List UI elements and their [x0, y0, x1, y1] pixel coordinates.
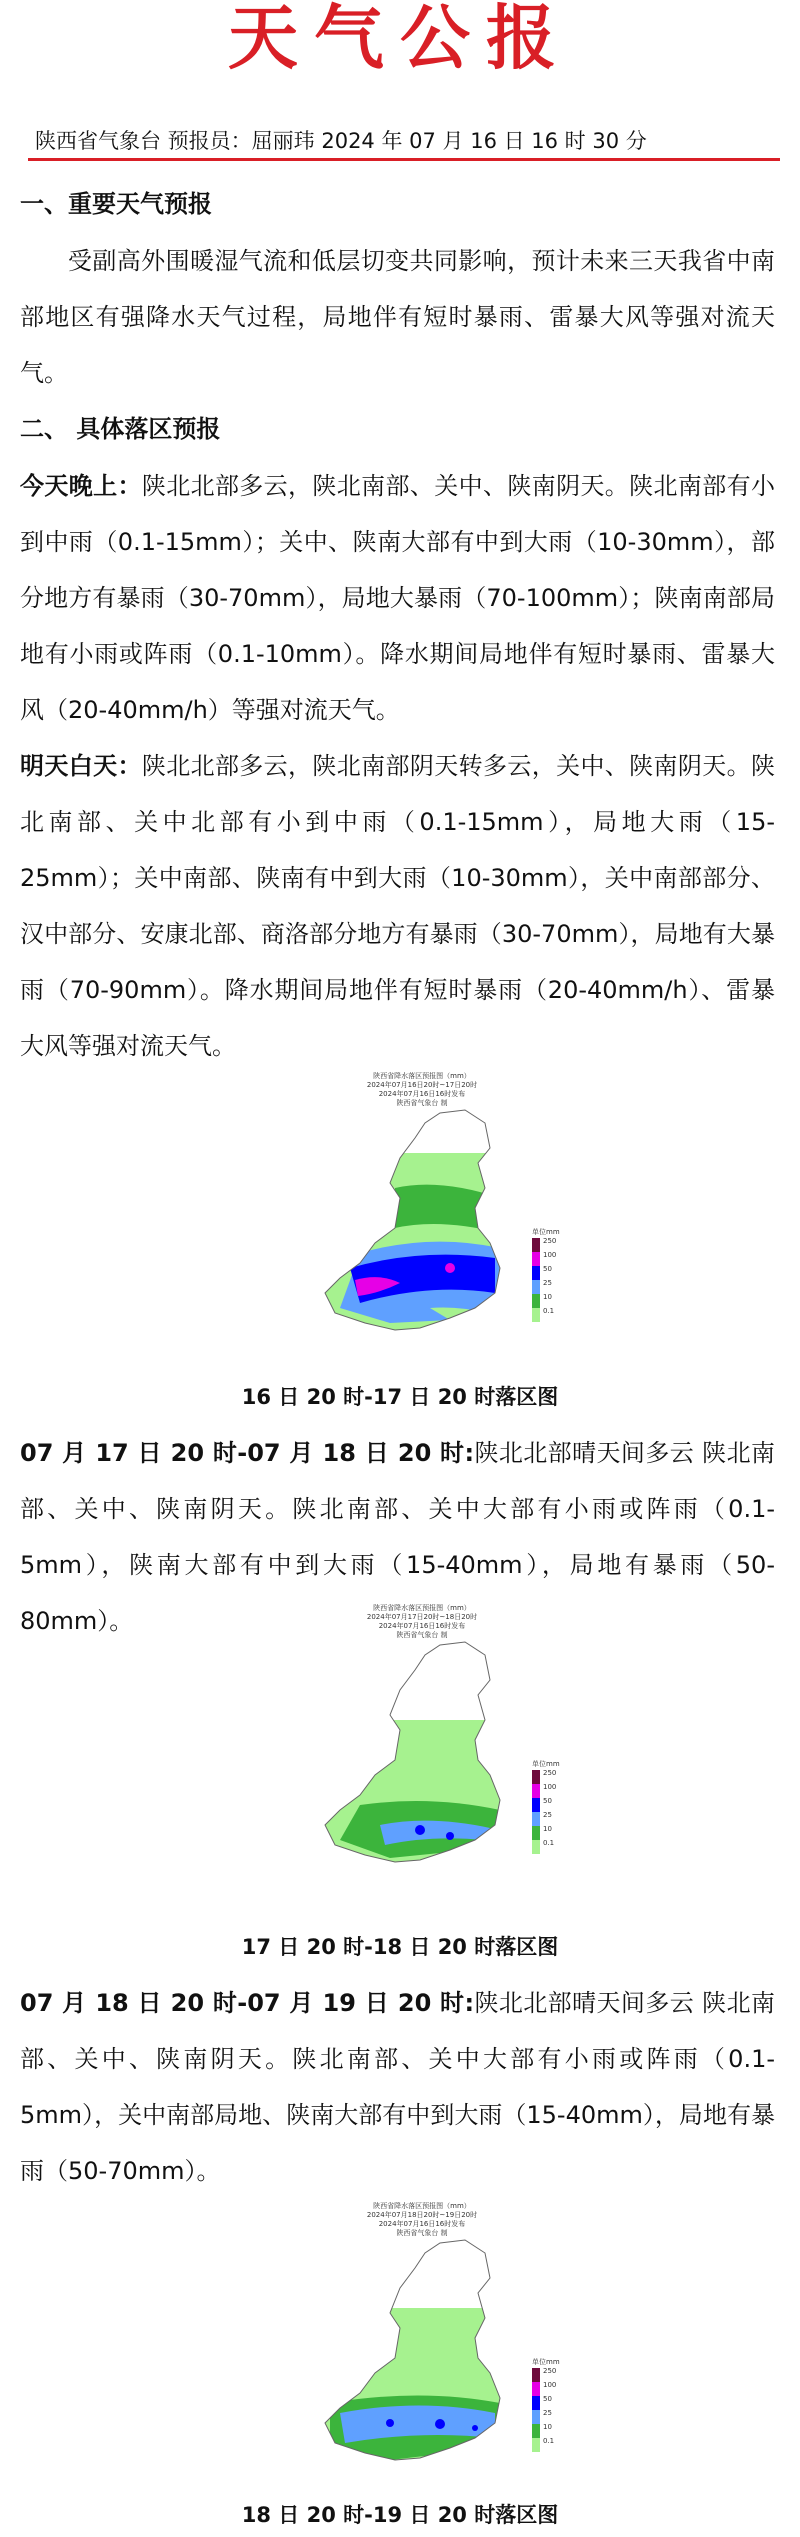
svg-text:100: 100: [543, 2381, 557, 2389]
map3-header-2: 2024年07月16日16时发布: [378, 2220, 466, 2228]
map-3-graphic: [300, 2198, 570, 2498]
map2-header-2: 2024年07月16日16时发布: [378, 1622, 466, 1630]
map1-header-0: 陕西省降水落区预报图（mm）: [373, 1072, 471, 1080]
day3-forecast: [20, 1975, 775, 2199]
tomorrow-forecast: [20, 738, 775, 1074]
map1-legend: [532, 1227, 560, 1322]
day2-text: 陕北北部晴天间多云 陕北南部、关中、陕南阴天。陕北南部、关中大部有小雨或阵雨（0.1-5mm），陕南大部有中到大雨（15-40mm），局地有暴雨（50-80mm）。: [20, 1439, 775, 1635]
svg-text:0.1: 0.1: [543, 2437, 555, 2445]
map3-header-0: 陕西省降水落区预报图（mm）: [373, 2202, 471, 2210]
svg-text:100: 100: [543, 1783, 557, 1791]
svg-text:0.1: 0.1: [543, 1839, 555, 1847]
svg-text:50: 50: [543, 1797, 552, 1805]
svg-text:50: 50: [543, 1265, 552, 1273]
map-1-graphic: [300, 1068, 570, 1368]
svg-text:25: 25: [543, 2409, 552, 2417]
map2-header-3: 陕西省气象台 制: [396, 1631, 448, 1639]
svg-text:单位mm: 单位mm: [532, 2358, 560, 2366]
svg-text:10: 10: [543, 2423, 552, 2431]
map-2-graphic: [300, 1600, 570, 1900]
map2-header-0: 陕西省降水落区预报图（mm）: [373, 1604, 471, 1612]
header-rule: [28, 158, 780, 161]
map1-header-2: 2024年07月16日16时发布: [378, 1090, 466, 1098]
precip-map-1: [300, 1068, 570, 1368]
svg-text:10: 10: [543, 1293, 552, 1301]
precip-map-3: [300, 2198, 570, 2498]
map1-legend-unit: 单位mm: [532, 1228, 560, 1236]
map3-header-3: 陕西省气象台 制: [396, 2229, 448, 2237]
bulletin-title: 天气公报: [228, 0, 572, 79]
svg-text:10: 10: [543, 1825, 552, 1833]
svg-text:250: 250: [543, 2367, 557, 2375]
map2-header-1: 2024年07月17日20时~18日20时: [366, 1613, 478, 1621]
precip-map-2: [300, 1600, 570, 1900]
svg-text:0.1: 0.1: [543, 1307, 555, 1315]
svg-text:25: 25: [543, 1811, 552, 1819]
day3-label: 07 月 18 日 20 时-07 月 19 日 20 时:: [20, 1989, 475, 2017]
tonight-text: 陕北北部多云，陕北南部、关中、陕南阴天。陕北南部有小到中雨（0.1-15mm）；关中、陕南大部有中到大雨（10-30mm），部分地方有暴雨（30-70mm），局地大暴雨（70-100mm）；陕南南部局地有小雨或阵雨（0.1-10mm）。降水期间局地伴有短时暴雨、雷暴大风（20-40mm/h）等强对流天气。: [20, 472, 776, 724]
map-2-caption: 17 日 20 时-18 日 20 时落区图: [241, 1935, 559, 1959]
map3-legend: [532, 2357, 560, 2452]
map-3-caption: 18 日 20 时-19 日 20 时落区图: [241, 2503, 559, 2527]
day2-label: 07 月 17 日 20 时-07 月 18 日 20 时:: [20, 1439, 475, 1467]
tomorrow-label: 明天白天：: [20, 752, 142, 780]
map2-legend: [532, 1759, 560, 1854]
section2-heading: 二、 具体落区预报: [20, 415, 221, 443]
section1-body: 受副高外围暖湿气流和低层切变共同影响，预计未来三天我省中南部地区有强降水天气过程，局地伴有短时暴雨、雷暴大风等强对流天气。: [20, 247, 775, 387]
map1-header-1: 2024年07月16日20时~17日20时: [366, 1081, 478, 1089]
tonight-label: 今天晚上：: [20, 472, 142, 500]
svg-text:25: 25: [543, 1279, 552, 1287]
tonight-forecast: [20, 458, 775, 738]
svg-text:250: 250: [543, 1769, 557, 1777]
svg-text:100: 100: [543, 1251, 557, 1259]
tomorrow-text: 陕北北部多云，陕北南部阴天转多云，关中、陕南阴天。陕北南部、关中北部有小到中雨（0.1-15mm），局地大雨（15-25mm）；关中南部、陕南有中到大雨（10-30mm），关中南部部分、汉中部分、安康北部、商洛部分地方有暴雨（30-70mm），局地有大暴雨（70-90mm）。降水期间局地伴有短时暴雨（20-40mm/h）、雷暴大风等强对流天气。: [20, 752, 776, 1060]
day3-text: 陕北北部晴天间多云 陕北南部、关中、陕南阴天。陕北南部、关中大部有小雨或阵雨（0.1-5mm），关中南部局地、陕南大部有中到大雨（15-40mm），局地有暴雨（50-70mm）。: [20, 1989, 775, 2185]
svg-text:单位mm: 单位mm: [532, 1760, 560, 1768]
map1-header-3: 陕西省气象台 制: [396, 1099, 448, 1107]
svg-text:50: 50: [543, 2395, 552, 2403]
issuer-line: 陕西省气象台 预报员：屈丽玮 2024 年 07 月 16 日 16 时 30 分: [35, 129, 647, 153]
map-1-caption: 16 日 20 时-17 日 20 时落区图: [241, 1385, 559, 1409]
svg-text:250: 250: [543, 1237, 557, 1245]
section1-heading: 一、重要天气预报: [20, 190, 212, 218]
map3-header-1: 2024年07月18日20时~19日20时: [366, 2211, 478, 2219]
